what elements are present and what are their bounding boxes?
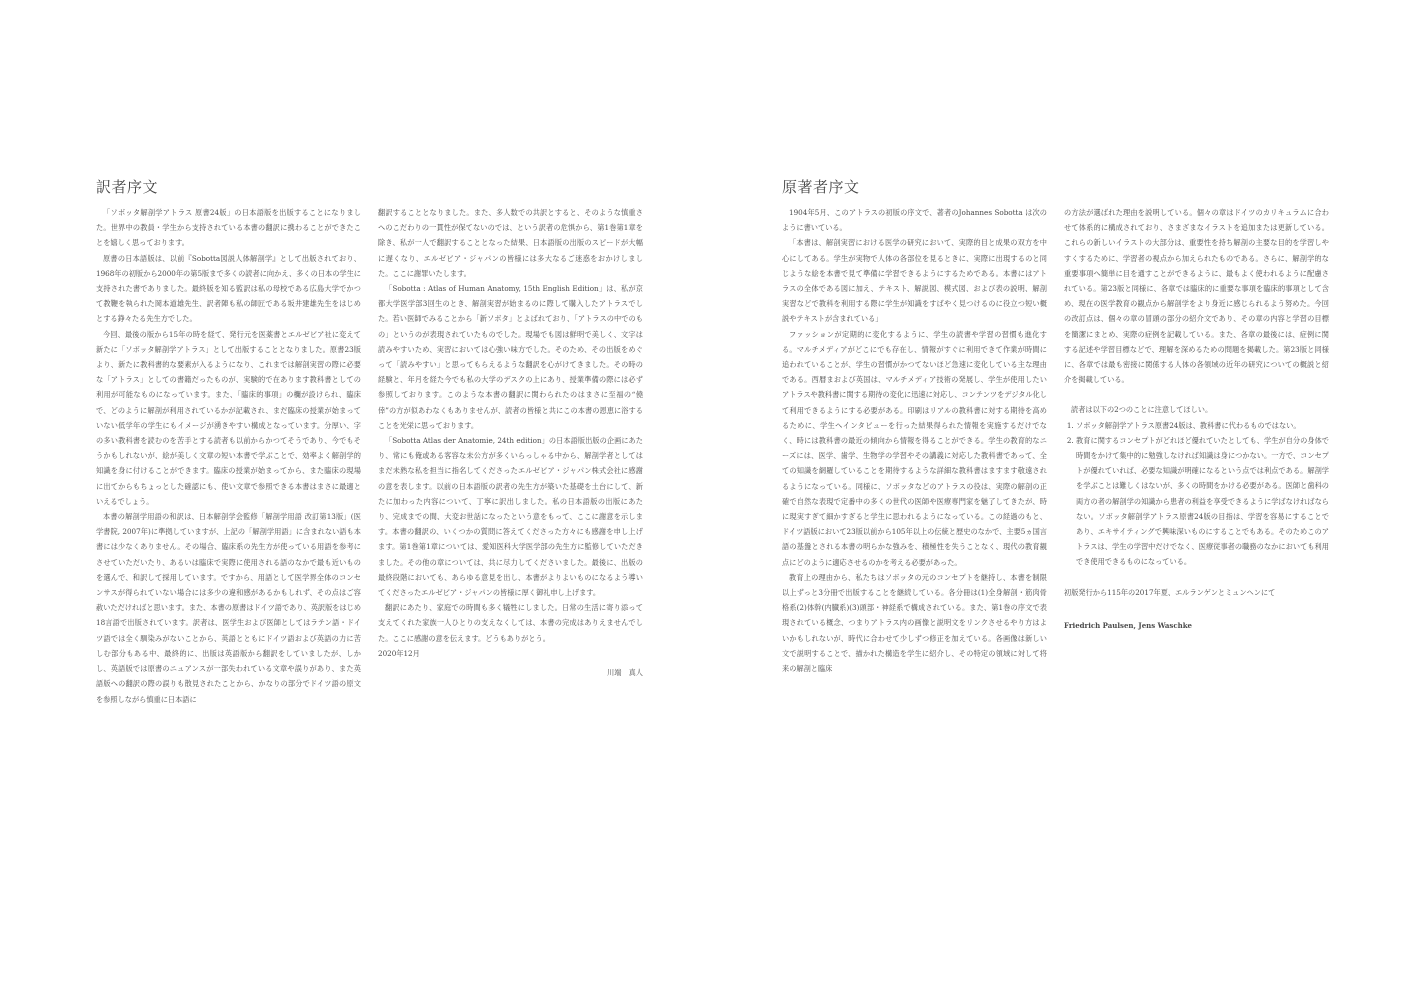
paragraph: 「ソボッタ解剖学アトラス 原書24版」の日本語版を出版することになりました。世界中の教員・学生から支持されている本書の翻訳に携わることができたことを嬉しく思っております。 (96, 208, 361, 248)
author-preface-title: 原著者序文 (782, 178, 860, 196)
right-column-2 (1064, 205, 1329, 633)
spacer (1064, 570, 1329, 585)
closing-line: 初版発行から115年の2017年夏、エルランゲンとミュンヘンにて (1064, 587, 1276, 597)
paragraph: 「本書は、解剖実習における医学の研究において、実際的目と成果の双方を中心にしてある。学生が実物で人体の各部位を見るときに、実際に出現するのと同じような絵を本書で見て準備に学習できるようにするためである。本書にはアトラスの全体である図に加え、テキスト、解説図、模式図、および表の説明、解剖実習などで教科を利用する際に学生が知識をすばやく見つけるのに役立つ短い概説やテキストが含まれている」 (782, 238, 1047, 324)
paragraph: 原書の日本語版は、以前『Sobotta図説人体解剖学』として出版されており、1968年の初版から2000年の第5版まで多くの読者に向かえ、多くの日本の学生に支持された書でありました。最終版を知る監訳は私の母校である広島大学でかつて教鞭を執られた岡本道雄先生、訳者陣も私の師匠である坂井建雄先生をはじめとする錚々たる先生方でした。 (96, 253, 361, 324)
paragraph: 「Sobotta : Atlas of Human Anatomy, 15th English Edition」は、私が京都大学医学部3回生のとき、解剖実習が始まるのに際して購入したアトラスでした。若い医師でみることから「新ソボタ」とよばれており、「アトラスの中でのもの」というのが表現されていたものでした。現場でも図は鮮明で美しく、文字は読みやすいため、実習においては心強い味方でした。そのため、その出版をめぐって「読みやすい」と思ってもらえるような翻訳を心がけてきました。その時の経験と、年月を経た今でも私の大学のデスクの上にあり、授業準備の際には必ず参照しております。このような本書の翻訳に関わられたのはまさに至福の“僥倖”の方が似あわなくもありませんが、読者の皆様と共にこの本書の恩恵に浴することを光栄に思っております。 (378, 284, 643, 430)
author-names: Friedrich Paulsen, Jens Waschke (1064, 620, 1193, 630)
paragraph: 本書の解剖学用語の和訳は、日本解剖学会監修「解剖学用語 改訂第13版」(医学書院, 2007年)に準拠していますが、上記の「解剖学用語」に含まれない語も本書には少なくありません。その場合、臨床系の先生方が使っている用語を参考にさせていただいたり、あるいは臨床で実際に使用される語のなかで最も近いものを選んで、和訳して採用しています。ですから、用語として医学界全体のコンセンサスが得られていない場合には多少の違和感があるかもしれず、その点はご容赦いただければと思います。また、本書の原書はドイツ語であり、英訳版をはじめ18言語で出版されています。訳者は、医学生および医師としてはラテン語・ドイツ語では全く馴染みがないことから、英語とともにドイツ語および英語の力に苦しむ部分もある中、最終的に、出版は英語版から翻訳をしていましたが、しかし、英語版では原書のニュアンスが一部失われている文章や誤りがあり、また英語版への翻訳の際の誤りも散見されたことから、かなりの部分でドイツ語の原文を参照しながら慎重に日本語に (96, 512, 362, 704)
translator-signature: 川端 真人 (607, 668, 643, 678)
preface-date: 2020年12月 (378, 648, 420, 658)
left-column-2 (378, 205, 643, 680)
point-item: 1. ソボッタ解剖学アトラス原書24版は、教科書に代わるものではない。 (1076, 418, 1329, 433)
paragraph: 今回、最後の版から15年の時を経て、発行元を医薬書とエルゼビア社に変えて新たに「ソボッタ解剖学アトラス」として出版することとなりました。原書23版より、新たに教科書的な要素が入るようになり、これまでは解剖実習の際に必要な「アトラス」としての書籍だったものが、実験的で在あります教科書としての利用が可能なものになっています。また、「臨床的事項」の欄が設けられ、臨床で、どのように解剖が利用されているかが記載され、まだ臨床の授業が始まっていない低学年の学生にもイメージが湧きやすい構成となっています。分厚い、字の多い教科書を読むのを苦手とする読者も以前からかつてそうであり、今でもそうかもしれないが、絵が美しく文章の短い本書で学ぶことで、効率よく解剖学的知識を身に付けることができます。臨床の授業が始まってから、また臨床の現場に出てからもちょっとした確認にも、使い文章で参照できる本書はまさに最適といえるでしょう。 (96, 329, 361, 506)
spacer (1064, 387, 1329, 402)
right-page (706, 0, 1413, 1000)
paragraph: 読者は以下の2つのことに注意してほしい。 (1071, 405, 1213, 415)
left-column-1 (96, 205, 361, 707)
paragraph: 翻訳することとなりました。また、多人数での共訳とすると、そのような慎重さへのこだわりの一貫性が保てないのでは、という訳者の危惧から、第1巻第1章を除き、私が一人で翻訳することとなった結果、日本語版の出版のスピードが大幅に遅くなり、エルゼビア・ジャパンの皆様には多大なるご迷惑をおかけしました。ここに謝罪いたします。 (378, 208, 643, 278)
translator-preface-title: 訳者序文 (96, 178, 159, 196)
paragraph: の方法が選ばれた理由を説明している。個々の章はドイツのカリキュラムに合わせて体系的に構成されており、さまざまなイラストを追加または更新している。これらの新しいイラストの大部分は、重要性を持ち解剖の主要な目的を学習しやすくするために、学習者の視点から加えられたものである。さらに、解剖学的な重要事項へ簡単に目を通すことができるように、最もよく使われるように配慮されている。第23版と同様に、各章では臨床的に重要な事項を臨床的事項として含め、現在の医学教育の観点から解剖学をより身近に感じられるよう努めた。今回の改訂点は、個々の章の冒頭の部分の紹介文であり、その章の内容と学習の目標を簡潔にまとめ、実際の症例を記載している。また、各章の最後には、症例に関する記述や学習目標などで、理解を深めるための問題を掲載した。第23版と同様に、各章では最も密接に関係する人体の各領域の近年の研究についての概説と紹介を掲載している。 (1064, 208, 1329, 385)
right-column-1 (782, 205, 1047, 676)
left-page (0, 0, 706, 1000)
paragraph: 翻訳にあたり、家庭での時間も多く犠牲にしました。日常の生活に寄り添って支えてくれた家族一人ひとりの支えなくしては、本書の完成はありえませんでした。ここに感謝の意を伝えます。どうもありがとう。 (378, 603, 643, 643)
paragraph: 1904年5月、このアトラスの初版の序文で、著者のJohannes Sobotta は次のように書いている。 (782, 208, 1047, 233)
paragraph: 「Sobotta Atlas der Anatomie, 24th edition」の日本語版出版の企画にあたり、常にも俺或ある客容な未公方が多くいらっしゃる中から、解剖学者としてはまだ未熟な私を担当に指名してくださったエルゼビア・ジャパン株式会社に感謝の意を表します。以前の日本語版の訳者の先生方が築いた基礎を土台にして、新たに加わった内容について、丁寧に訳出しました。私の日本語版の出版にあたり、完成までの間、大変お世話になったという意をもって、ここに謝意を示します。本書の翻訳の、いくつかの質問に答えてくださった方々にも感謝を申し上げます。第1巻第1章については、愛知医科大学医学部の先生方に監修していただきました。その他の章については、共に尽力してくださいました。最後に、出版の最終段階においても、あらゆる意見を出し、本書がよりよいものになるよう導いてくださったエルゼビア・ジャパンの皆様に厚く御礼申し上げます。 (378, 436, 643, 598)
point-item: 2. 教育に関するコンセプトがどれほど優れていたとしても、学生が自分の身体で時間をかけて集中的に勉強しなければ知識は身につかない。一方で、コンセプトが優れていれば、必要な知識が明確になるという点では利点である。解剖学を学ぶことは難しくはないが、多くの時間をかける必要がある。医師と歯科の両方の者の解剖学の知識から患者の利益を享受できるように学ばなければならない。ソボッタ解剖学アトラス原書24版の目指は、学習を容易にすることであり、エキサイティングで興味深いものにすることでもある。そのためこのアトラスは、学生の学習中だけでなく、医療従事者の職務のなかにおいても利用でき使用できるものになっている。 (1076, 433, 1329, 570)
paragraph: 教育上の理由から、私たちはソボッタの元のコンセプトを継持し、本書を制限以上ずっと3分冊で出版することを継続している。各分冊は(1)全身解剖・筋肉骨格系(2)体幹(内臓系)(3)頭部・神経系で構成されている。また、第1巻の序文で表現されている概念、つまりアトラス内の画像と説明文をリンクさせるやり方はよいかもしれないが、時代に合わせて少しずつ修正を加えている。各画像は新しい文で説明することで、描かれた構造を学生に紹介し、その特定の領域に対して将来の解剖と臨床 (782, 572, 1047, 674)
paragraph: ファッションが定期的に変化するように、学生の読書や学習の習慣も進化する。マルチメディアがどこにでも存在し、情報がすぐに利用できて作業が時間に追われていることが、学生の習慣がかつてないほど急速に変化している主な理由である。西暦まおよび英国は、マルチメディア技術の発展し、学生が使用したいアトラスや教科書に関する期待の変化に迅速に対応し、コンテンツをデジタル化して利用できるようにする必要がある。印刷はリアルの教科書に対する期待を高めるために、学生へインタビューを行った結果得られた情報を実施するだけでなく、時には教科書の最近の傾向から情報を得ることができる。学生の教育的なニーズには、医学、歯学、生物学の学習やその講義に対応した教科書であって、全ての知識を網羅していることを期待するような詳細な教科書はますます敬遠されるようになっている。同様に、ソボッタなどのアトラスの役は、実際の解剖の正確で自然な表現で定番中の多くの世代の医師や医療専門家を魅了してきたが、時に現実すぎて細かすぎると学生に思われるようになっている。この経過のもと、ドイツ語版において23版以前から105年以上の伝統と歴史のなかで、主要5ヵ国言語の基盤とされる本書の明らかな強みを、積極性を失うことなく、現代の教育観点にどのように適応させるのかを考える必要があった。 (782, 329, 1047, 567)
numbered-points (1064, 418, 1329, 570)
